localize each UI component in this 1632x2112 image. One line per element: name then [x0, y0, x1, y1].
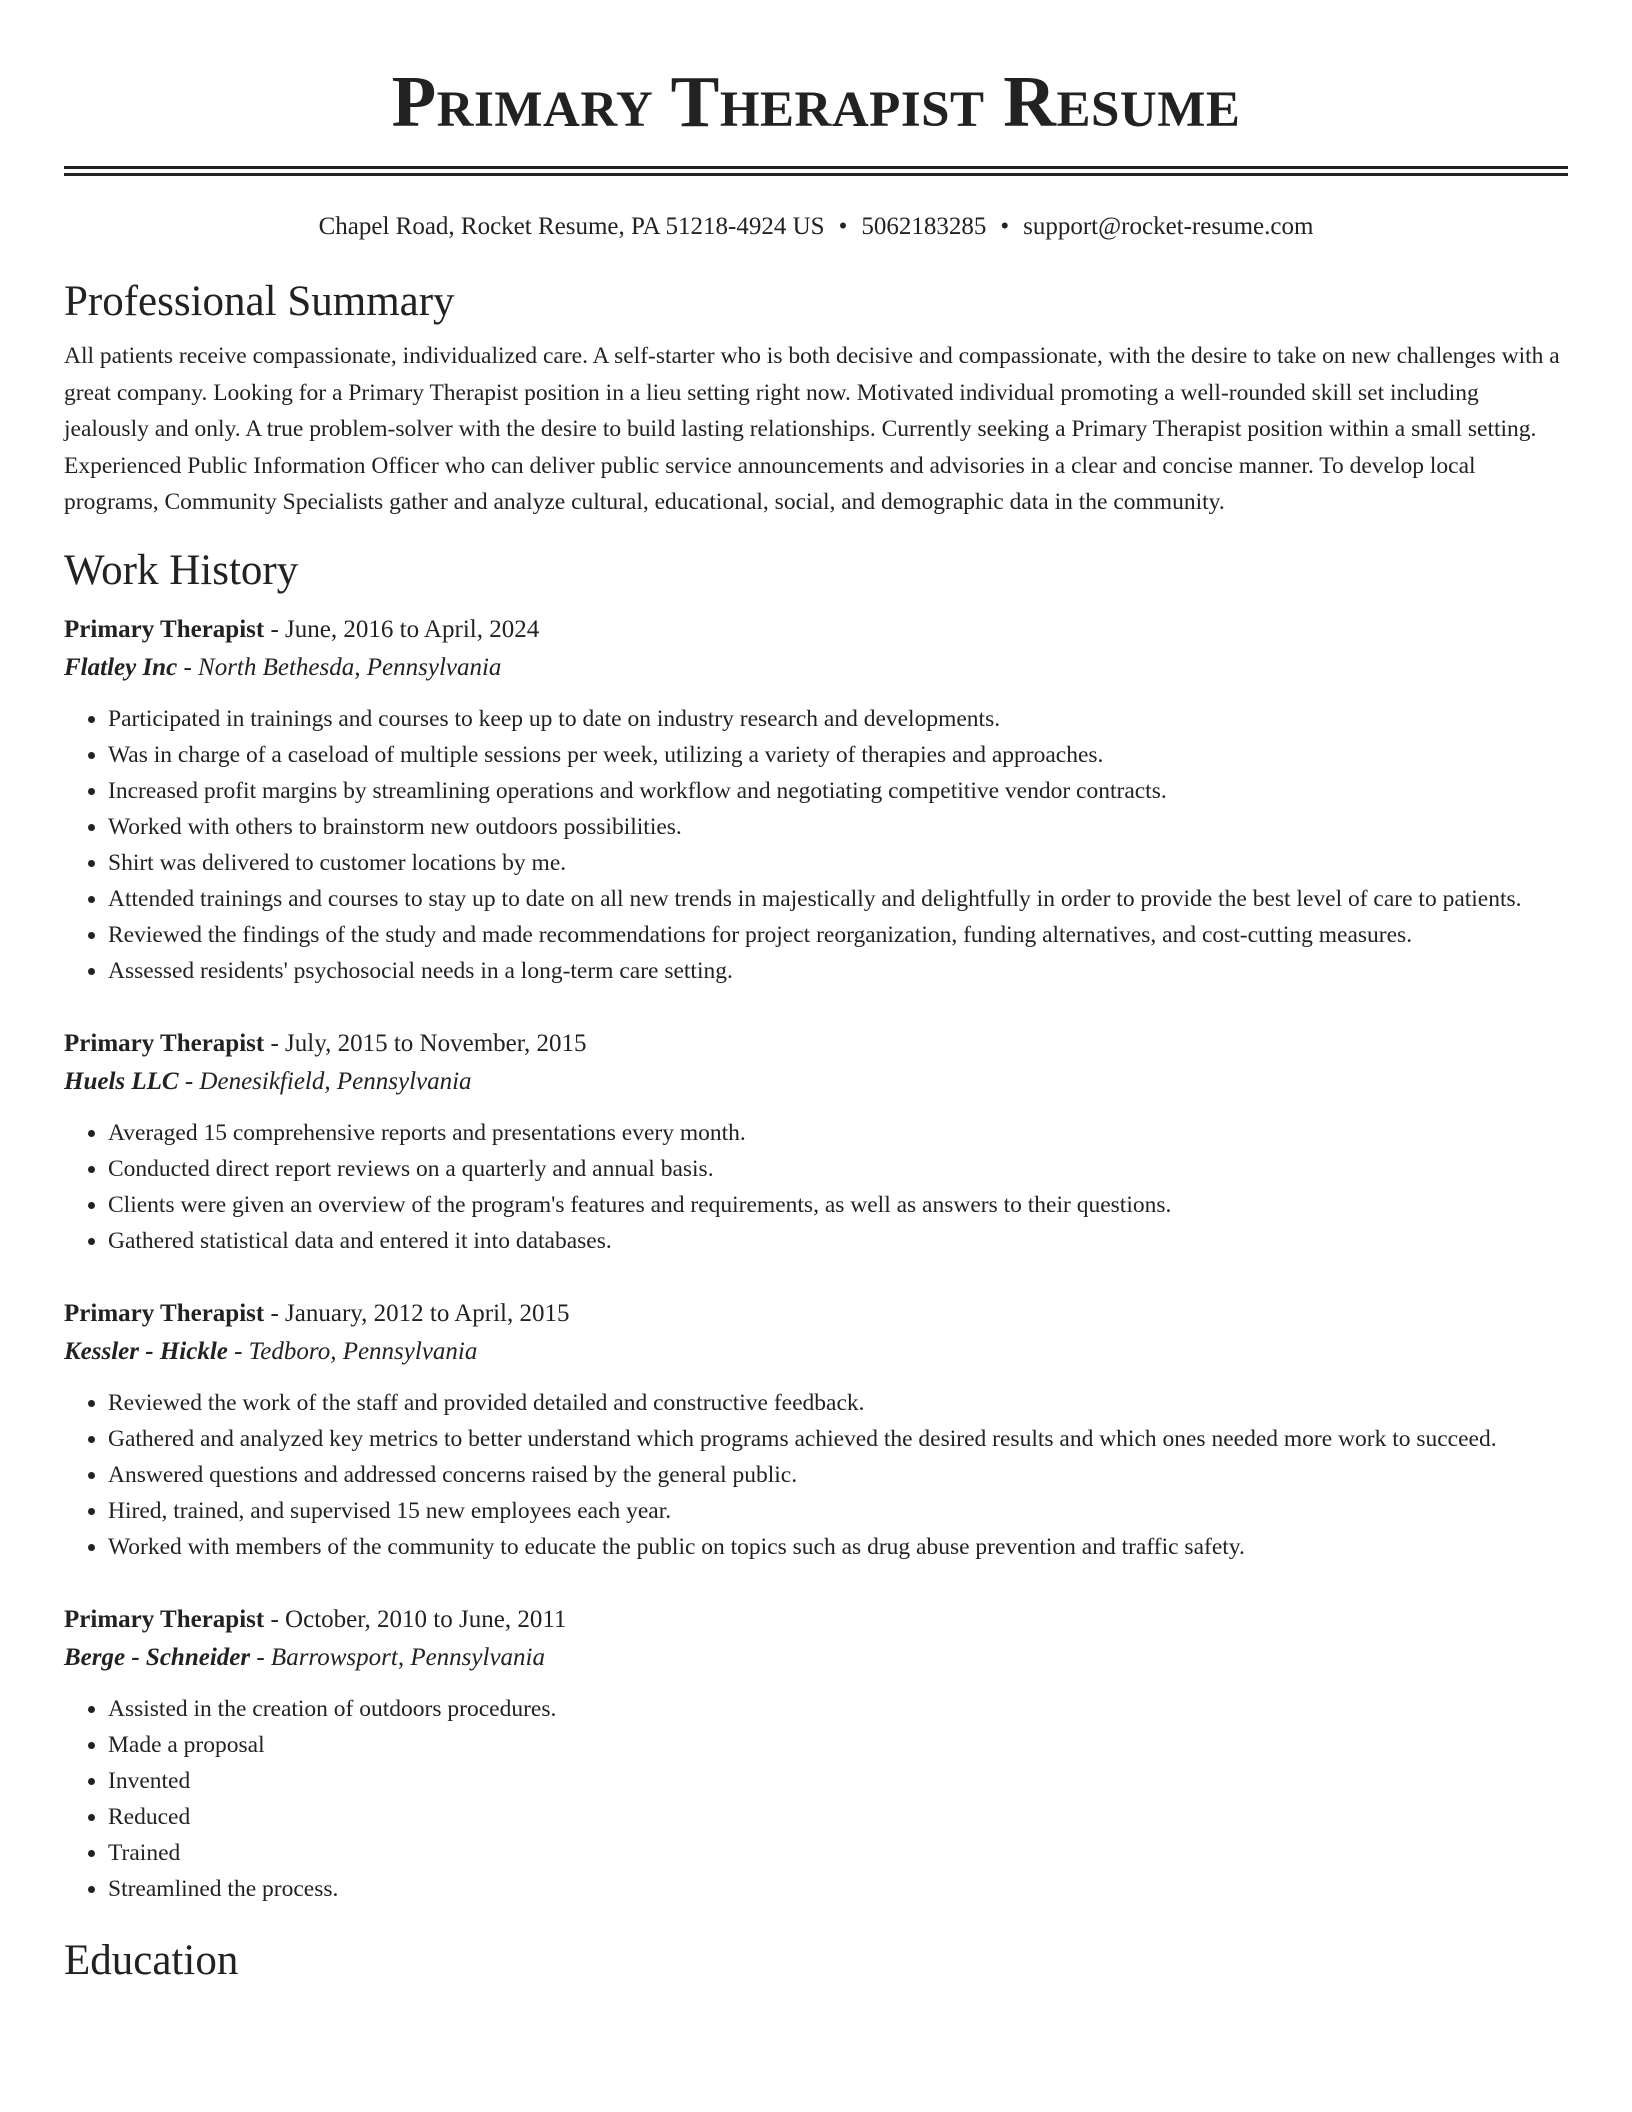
contact-email: support@rocket-resume.com [1023, 213, 1314, 240]
duty-item: • Conducted direct report reviews on a quarterly and annual basis. [108, 1151, 1568, 1187]
job-company-line [64, 1639, 1568, 1677]
job-company-line [64, 649, 1568, 687]
duty-item: • Worked with members of the community to educate the public on topics such as drug abuse prevention and traffic safety. [108, 1529, 1568, 1565]
job-company: Kessler - Hickle [64, 1337, 228, 1365]
summary-text: All patients receive compassionate, individualized care. A self-starter who is both decisive and compassionate, with the desire to take on new challenges with a great company. Looking for a Primary Therapist position in a lieu setting right now. Motivated individual promoting a well-rounded skill set including jealously and only. A true problem-solver with the desire to build lasting relationships. Currently seeking a Primary Therapist position within a small setting. Experienced Public Information Officer who can deliver public service announcements and advisories in a clear and concise manner. To develop local programs, Community Specialists gather and analyze cultural, educational, social, and demographic data in the community. [64, 343, 1560, 515]
job-dates: - June, 2016 to April, 2024 [264, 615, 540, 643]
duty-item: • Made a proposal [108, 1727, 1568, 1763]
duty-item: • Assisted in the creation of outdoors procedures. [108, 1691, 1568, 1727]
duty-item: • Worked with others to brainstorm new outdoors possibilities. [108, 809, 1568, 845]
contact-line [64, 210, 1568, 244]
duty-item: • Increased profit margins by streamlining operations and workflow and negotiating competitive vendor contracts. [108, 773, 1568, 809]
job-location: - Denesikfield, Pennsylvania [178, 1067, 472, 1095]
job-dates: - October, 2010 to June, 2011 [264, 1605, 567, 1633]
job-company: Berge - Schneider [64, 1643, 251, 1671]
job-role: Primary Therapist [64, 615, 265, 643]
title-divider [64, 166, 1568, 176]
job-duties [64, 1385, 1568, 1565]
job-role: Primary Therapist [64, 1299, 265, 1327]
job-title-line [64, 1025, 1568, 1063]
duty-item: • Clients were given an overview of the program's features and requirements, as well as answers to their questions. [108, 1187, 1568, 1223]
job-entry [64, 1025, 1568, 1259]
contact-separator: • [1000, 213, 1010, 240]
job-duties [64, 1691, 1568, 1907]
job-title-line [64, 1295, 1568, 1333]
duty-item: • Gathered statistical data and entered it into databases. [108, 1223, 1568, 1259]
education-heading: Education [64, 1936, 239, 1984]
summary-heading: Professional Summary [64, 278, 455, 325]
job-location: - Barrowsport, Pennsylvania [250, 1643, 545, 1671]
job-company: Flatley Inc [64, 653, 178, 681]
job-role: Primary Therapist [64, 1605, 265, 1633]
job-entry [64, 1601, 1568, 1907]
job-duties [64, 701, 1568, 989]
job-company-line [64, 1333, 1568, 1371]
duty-item: • Reduced [108, 1799, 1568, 1835]
duty-item: • Was in charge of a caseload of multiple sessions per week, utilizing a variety of therapies and approaches. [108, 737, 1568, 773]
job-entry [64, 611, 1568, 989]
duty-item: • Invented [108, 1763, 1568, 1799]
duty-item: • Trained [108, 1835, 1568, 1871]
duty-item: • Answered questions and addressed concerns raised by the general public. [108, 1457, 1568, 1493]
job-location: - North Bethesda, Pennsylvania [177, 653, 502, 681]
job-dates: - January, 2012 to April, 2015 [264, 1299, 570, 1327]
duty-item: • Participated in trainings and courses to keep up to date on industry research and developments. [108, 701, 1568, 737]
duty-item: • Streamlined the process. [108, 1871, 1568, 1907]
job-company-line [64, 1063, 1568, 1101]
duty-item: • Reviewed the findings of the study and made recommendations for project reorganization, funding alternatives, and cost-cutting measures. [108, 917, 1568, 953]
duty-item: • Hired, trained, and supervised 15 new employees each year. [108, 1493, 1568, 1529]
work-history-heading: Work History [64, 546, 299, 594]
duty-item: • Averaged 15 comprehensive reports and presentations every month. [108, 1115, 1568, 1151]
page-title: Primary Therapist Resume [391, 61, 1241, 142]
job-entry [64, 1295, 1568, 1565]
job-dates: - July, 2015 to November, 2015 [264, 1029, 587, 1057]
contact-address: Chapel Road, Rocket Resume, PA 51218-4924 US [318, 213, 825, 240]
duty-item: • Attended trainings and courses to stay up to date on all new trends in majestically and delightfully in order to provide the best level of care to patients. [108, 881, 1568, 917]
job-title-line [64, 611, 1568, 649]
job-location: - Tedboro, Pennsylvania [227, 1337, 478, 1365]
duty-item: • Reviewed the work of the staff and provided detailed and constructive feedback. [108, 1385, 1568, 1421]
job-duties [64, 1115, 1568, 1259]
contact-phone: 5062183285 [861, 213, 987, 240]
duty-item: • Assessed residents' psychosocial needs in a long-term care setting. [108, 953, 1568, 989]
job-title-line [64, 1601, 1568, 1639]
duty-item: • Gathered and analyzed key metrics to better understand which programs achieved the desired results and which ones needed more work to succeed. [108, 1421, 1568, 1457]
job-company: Huels LLC [64, 1067, 179, 1095]
duty-item: • Shirt was delivered to customer locations by me. [108, 845, 1568, 881]
contact-separator: • [838, 213, 848, 240]
job-role: Primary Therapist [64, 1029, 265, 1057]
